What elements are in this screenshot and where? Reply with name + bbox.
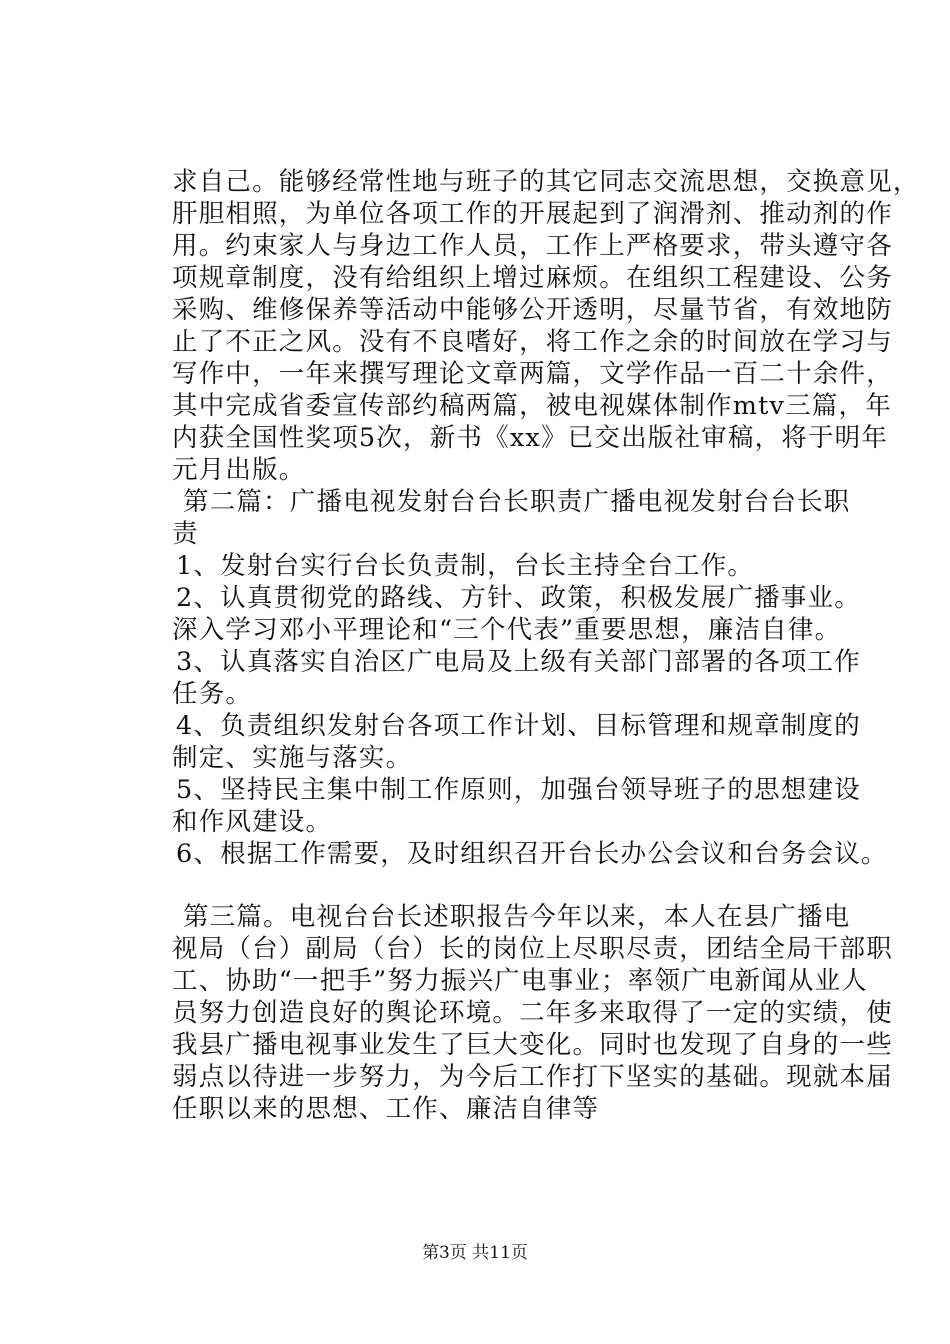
text-line: 员努力创造良好的舆论环境。二年多来取得了一定的实绩，使 (172, 998, 893, 1028)
text-line: 用。约束家人与身边工作人员，工作上严格要求，带头遵守各 (172, 231, 893, 261)
text-line: 制定、实施与落实。 (172, 743, 413, 773)
section-heading: 责 (172, 519, 199, 549)
text-line: 任职以来的思想、工作、廉洁自律等 (172, 1094, 600, 1124)
list-item: 4、负责组织发射台各项工作计划、目标管理和规章制度的 (176, 711, 861, 741)
list-item: 2、认真贯彻党的路线、方针、政策，积极发展广播事业。 (176, 583, 861, 613)
page-number: 第3页 共11页 (422, 1243, 528, 1263)
text-line: 工、协助“一把手”努力振兴广电事业；率领广电新闻从业人 (172, 966, 868, 996)
text-line: 视局（台）副局（台）长的岗位上尽职尽责，团结全局干部职 (172, 934, 893, 964)
text-line: 肝胆相照，为单位各项工作的开展起到了润滑剂、推动剂的作 (172, 199, 893, 229)
text-line: 项规章制度，没有给组织上增过麻烦。在组织工程建设、公务 (172, 263, 893, 293)
text-line: 我县广播电视事业发生了巨大变化。同时也发现了自身的一些 (172, 1030, 893, 1060)
text-line: 止了不正之风。没有不良嗜好，将工作之余的时间放在学习与 (172, 327, 893, 357)
text-line: 和作风建设。 (172, 807, 333, 837)
text-line: 元月出版。 (172, 455, 306, 485)
text-line: 内获全国性奖项5次，新书《xx》已交出版社审稿，将于明年 (172, 423, 889, 453)
text-line: 深入学习邓小平理论和“三个代表”重要思想，廉洁自律。 (172, 615, 842, 645)
text-line: 写作中，一年来撰写理论文章两篇，文学作品一百二十余件， (172, 359, 893, 389)
section-heading: 第二篇：广播电视发射台台长职责广播电视发射台台长职 (183, 487, 851, 517)
list-item: 5、坚持民主集中制工作原则，加强台领导班子的思想建设 (176, 775, 861, 805)
list-item: 3、认真落实自治区广电局及上级有关部门部署的各项工作 (176, 647, 861, 677)
list-item: 1、发射台实行台长负责制，台长主持全台工作。 (176, 551, 755, 581)
list-item: 6、根据工作需要，及时组织召开台长办公会议和台务会议。 (176, 839, 888, 869)
section-heading: 第三篇。电视台台长述职报告今年以来，本人在县广播电 (183, 902, 851, 932)
text-line: 任务。 (172, 679, 253, 709)
text-line: 弱点以待进一步努力，为今后工作打下坚实的基础。现就本届 (172, 1062, 893, 1092)
text-line: 其中完成省委宣传部约稿两篇，被电视媒体制作mtv三篇，年 (172, 391, 892, 421)
text-line: 采购、维修保养等活动中能够公开透明，尽量节省，有效地防 (172, 295, 893, 325)
text-line: 求自己。能够经常性地与班子的其它同志交流思想，交换意见， (172, 167, 920, 197)
